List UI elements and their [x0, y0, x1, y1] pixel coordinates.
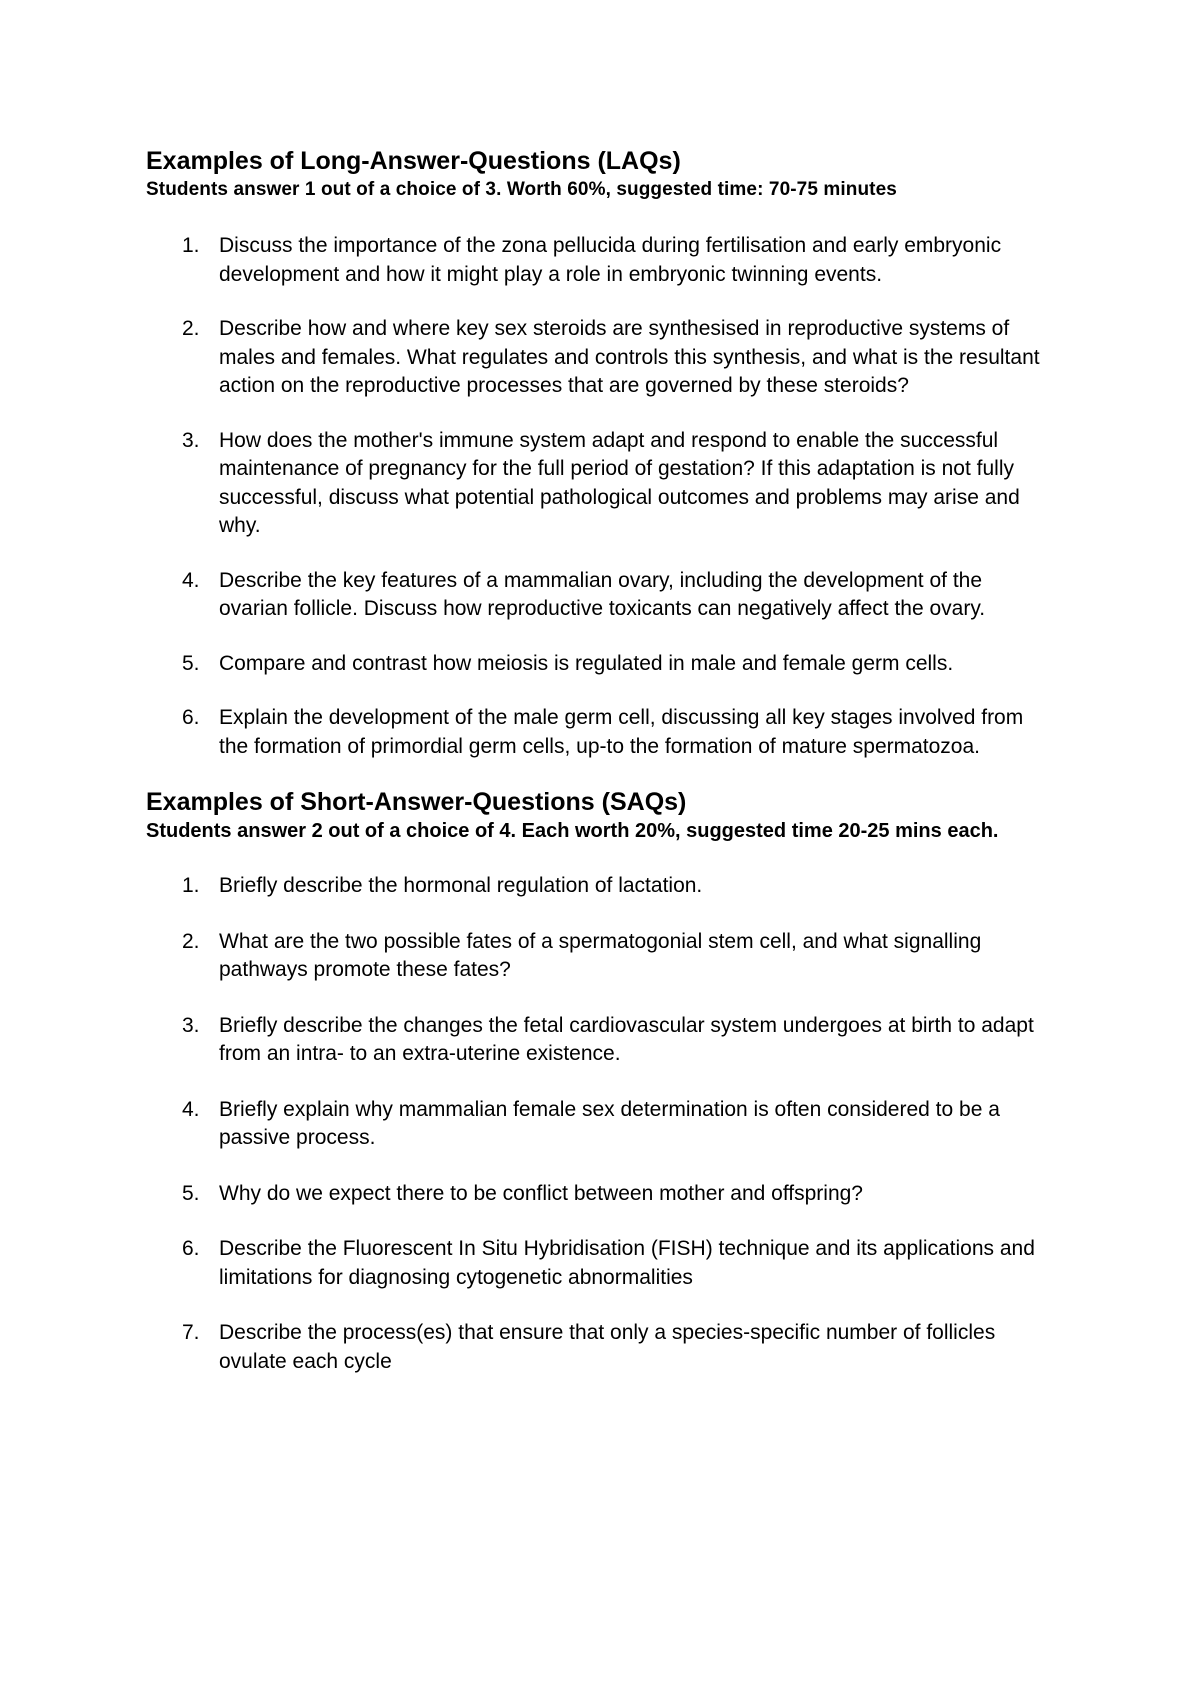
- laq-title: Examples of Long-Answer-Questions (LAQs): [146, 147, 681, 175]
- saq-question-number: 5.: [182, 1181, 200, 1205]
- saq-question-number: 4.: [182, 1097, 200, 1121]
- laq-question-text: How does the mother's immune system adapt and respond to enable the successful maintenance of pregnancy for the full period of gestation? If this adaptation is not fully successful, discuss what potential pathological outcomes and problems may arise and why.: [219, 428, 1020, 537]
- laq-question-number: 4.: [182, 568, 200, 592]
- saq-question-2: [146, 928, 1050, 985]
- saq-question-text: Why do we expect there to be conflict between mother and offspring?: [219, 1181, 863, 1205]
- laq-question-5: [146, 650, 1050, 679]
- saq-title: Examples of Short-Answer-Questions (SAQs): [146, 788, 687, 816]
- saq-question-number: 7.: [182, 1321, 200, 1344]
- saq-question-3: [146, 1012, 1050, 1069]
- laq-question-number: 5.: [182, 651, 200, 675]
- saq-question-text: Briefly describe the changes the fetal cardiovascular system undergoes at birth to adapt from an intra- to an extra-uterine existence.: [219, 1013, 1034, 1065]
- laq-section: [146, 146, 1050, 761]
- laq-question-text: Compare and contrast how meiosis is regulated in male and female germ cells.: [219, 651, 954, 675]
- saq-question-1: [146, 872, 1050, 901]
- saq-question-number: 2.: [182, 929, 200, 953]
- saq-question-list: [146, 872, 1050, 1376]
- laq-question-2: [146, 315, 1050, 401]
- saq-question-text: What are the two possible fates of a spermatogonial stem cell, and what signalling pathways promote these fates?: [219, 929, 982, 981]
- laq-question-4: [146, 567, 1050, 624]
- saq-subtitle: Students answer 2 out of a choice of 4. Each worth 20%, suggested time 20-25 mins each.: [146, 820, 999, 842]
- saq-question-text: Describe the process(es) that ensure that only a species-specific number of follicles ovulate each cycle: [219, 1321, 996, 1373]
- laq-subtitle: Students answer 1 out of a choice of 3. Worth 60%, suggested time: 70-75 minutes: [146, 179, 897, 200]
- laq-question-1: [146, 232, 1050, 289]
- laq-question-list: [146, 232, 1050, 761]
- saq-question-number: 3.: [182, 1013, 200, 1037]
- saq-question-4: [146, 1096, 1050, 1153]
- saq-question-number: 1.: [182, 874, 200, 897]
- laq-question-6: [146, 704, 1050, 761]
- saq-question-7: [146, 1319, 1050, 1376]
- saq-question-text: Describe the Fluorescent In Situ Hybridisation (FISH) technique and its applications and limitations for diagnosing cytogenetic abnormalities: [219, 1237, 1035, 1289]
- laq-question-number: 3.: [182, 428, 200, 452]
- saq-section: [146, 787, 1050, 1376]
- laq-question-text: Discuss the importance of the zona pellucida during fertilisation and early embryonic development and how it might play a role in embryonic twinning events.: [219, 234, 1002, 286]
- laq-question-text: Explain the development of the male germ cell, discussing all key stages involved from the formation of primordial germ cells, up-to the formation of mature spermatozoa.: [219, 706, 1024, 758]
- saq-question-6: [146, 1235, 1050, 1292]
- saq-question-5: [146, 1180, 1050, 1209]
- laq-question-number: 1.: [182, 234, 200, 257]
- laq-question-number: 6.: [182, 706, 200, 729]
- laq-question-text: Describe how and where key sex steroids are synthesised in reproductive systems of males and females. What regulates and controls this synthesis, and what is the resultant action on the reproductive processes that are governed by these steroids?: [219, 317, 1040, 397]
- laq-question-number: 2.: [182, 317, 200, 340]
- laq-question-text: Describe the key features of a mammalian ovary, including the development of the ovarian follicle. Discuss how reproductive toxicants can negatively affect the ovary.: [219, 568, 986, 620]
- laq-question-3: [146, 427, 1050, 541]
- saq-question-text: Briefly describe the hormonal regulation of lactation.: [219, 874, 703, 897]
- saq-question-text: Briefly explain why mammalian female sex determination is often considered to be a passive process.: [219, 1097, 1000, 1149]
- saq-question-number: 6.: [182, 1237, 200, 1260]
